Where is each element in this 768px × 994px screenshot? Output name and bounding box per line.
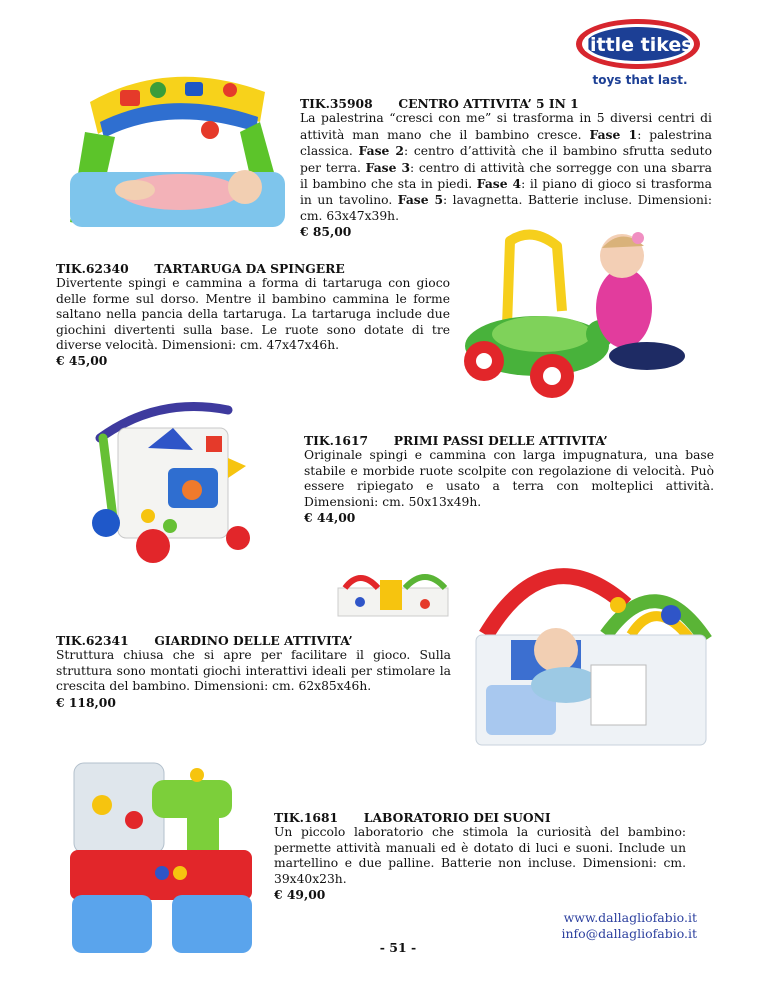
product-name: TARTARUGA DA SPINGERE xyxy=(154,261,345,276)
product-description: La palestrina “cresci con me” si trasforma in 5 diversi centri di attività man mano che il bambino cresce. Fase 1: palestrina classica. Fase 2: centro d’attività che il bambino sfrutta seduto per terra. Fase 3: centro di attività che sorregge con una sbarra il bambino che sta in piedi. Fase 4: il piano di gioco si trasforma in un tavolino. Fase 5: lavagnetta. Batterie incluse. Dimensioni: cm. 63x47x39h. xyxy=(300,111,713,223)
turtle-walker-image xyxy=(462,216,692,402)
product-price: € 45,00 xyxy=(56,353,108,369)
product-name: GIARDINO DELLE ATTIVITA’ xyxy=(154,633,353,648)
email-link[interactable]: info@dallagliofabio.it xyxy=(561,926,697,941)
product-entry-tik62340 xyxy=(56,261,450,369)
product-code: TIK.1617 xyxy=(304,433,369,448)
product-code: TIK.1681 xyxy=(274,810,339,825)
product-name: PRIMI PASSI DELLE ATTIVITA’ xyxy=(393,433,608,448)
baby-walker-image xyxy=(88,398,263,566)
page-number: - 51 - xyxy=(379,940,417,955)
little-tikes-logo xyxy=(574,18,702,92)
product-heading xyxy=(274,810,686,825)
product-name: LABORATORIO DEI SUONI xyxy=(363,810,551,825)
product-heading xyxy=(56,261,450,276)
product-entry-tik62341 xyxy=(56,633,451,710)
activity-garden-folded-image xyxy=(330,566,455,622)
logo-tagline: toys that last. xyxy=(592,73,688,87)
product-heading xyxy=(56,633,451,648)
product-description: Originale spingi e cammina con larga impugnatura, una base stabile e morbide ruote scolpite con regolazione di velocità. Può essere ripiegato e usato a terra con molteplici attività. Dimensioni: cm. 50x13x49h. xyxy=(304,448,714,509)
logo-text: little tikes xyxy=(583,34,693,56)
sound-workshop-image xyxy=(62,755,262,960)
footer-contacts xyxy=(490,910,697,942)
product-price: € 49,00 xyxy=(274,887,326,903)
product-name: CENTRO ATTIVITA’ 5 IN 1 xyxy=(398,96,579,111)
product-code: TIK.62340 xyxy=(56,261,129,276)
activity-gym-image xyxy=(60,62,290,242)
activity-garden-image xyxy=(456,545,722,760)
product-heading xyxy=(300,96,712,111)
website-link[interactable]: www.dallagliofabio.it xyxy=(563,910,697,925)
product-code: TIK.35908 xyxy=(300,96,373,111)
product-price: € 44,00 xyxy=(304,510,356,526)
product-heading xyxy=(304,433,714,448)
product-code: TIK.62341 xyxy=(56,633,129,648)
product-price: € 118,00 xyxy=(56,694,116,710)
product-description: Un piccolo laboratorio che stimola la curiosità del bambino: permette attività manuali ed è dotato di luci e suoni. Include un martellino e due palline. Batterie non incluse. Dimensioni: cm. 39x40x23h. xyxy=(274,825,686,886)
product-description: Divertente spingi e cammina a forma di tartaruga con gioco delle forme sul dorso. Mentre il bambino cammina le forme saltano nella pancia della tartaruga. La tartaruga include due giochini divertenti sulla base. Le ruote sono dotate di tre diverse velocità. Dimensioni: cm. 47x47x46h. xyxy=(56,276,450,353)
product-price: € 85,00 xyxy=(300,224,352,240)
product-entry-tik1617 xyxy=(304,433,714,525)
product-entry-tik1681 xyxy=(274,810,686,902)
product-description: Struttura chiusa che si apre per facilitare il gioco. Sulla struttura sono montati giochi interattivi ideali per stimolare la crescita del bambino. Dimensioni: cm. 62x85x46h. xyxy=(56,648,451,694)
